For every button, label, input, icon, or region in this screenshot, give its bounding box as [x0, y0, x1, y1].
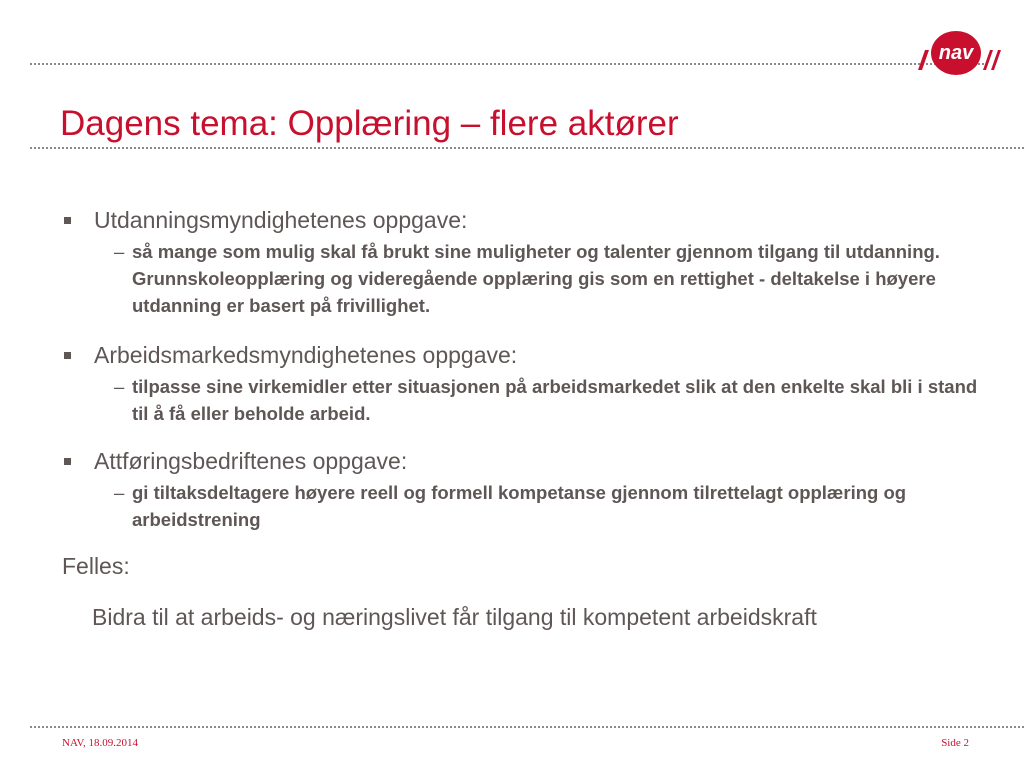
- logo-text: nav: [938, 42, 974, 64]
- nav-logo: [912, 26, 1002, 82]
- bullet-heading: [62, 341, 962, 369]
- bullet-item: [62, 206, 962, 319]
- sub-bullet: [114, 369, 992, 427]
- sub-bullet: [114, 234, 992, 319]
- bullet-heading-text: Utdanningsmyndighetenes oppgave:: [94, 207, 468, 233]
- felles-label: Felles:: [62, 553, 130, 579]
- footer-divider: [30, 726, 1024, 728]
- sub-bullet-text: gi tiltaksdeltagere høyere reell og formell kompetanse gjennom tilrettelagt opplæring og arbeidstrening: [132, 482, 907, 530]
- dash-icon: –: [114, 482, 125, 503]
- bullet-item: [62, 341, 978, 427]
- sub-bullet: [114, 475, 992, 533]
- footer-date: NAV, 18.09.2014: [62, 737, 138, 749]
- bullet-item: [62, 447, 962, 533]
- square-bullet-icon: [64, 217, 71, 224]
- dash-icon: –: [114, 376, 125, 397]
- dash-icon: –: [114, 241, 125, 262]
- square-bullet-icon: [64, 458, 71, 465]
- square-bullet-icon: [64, 352, 71, 359]
- title-divider: [30, 147, 1024, 149]
- sub-bullet-text: så mange som mulig skal få brukt sine muligheter og talenter gjennom tilgang til utdanning. Grunnskoleopplæring og videregående opplæring gis som en rettighet - deltakelse i høyere utdanning er basert på frivillighet.: [132, 241, 940, 316]
- page-number: Side 2: [941, 737, 969, 749]
- felles-text: Bidra til at arbeids- og næringslivet får tilgang til kompetent arbeidskraft: [92, 604, 817, 630]
- bullet-heading-text: Attføringsbedriftenes oppgave:: [94, 448, 408, 474]
- top-divider: [30, 63, 984, 65]
- bullet-heading: [62, 447, 962, 475]
- bullet-heading: [62, 206, 962, 234]
- page-title: Dagens tema: Opplæring – flere aktører: [60, 104, 679, 143]
- sub-bullet-text: tilpasse sine virkemidler etter situasjonen på arbeidsmarkedet slik at den enkelte skal bli i stand til å få eller beholde arbeid.: [132, 376, 978, 424]
- bullet-heading-text: Arbeidsmarkedsmyndighetenes oppgave:: [94, 342, 518, 368]
